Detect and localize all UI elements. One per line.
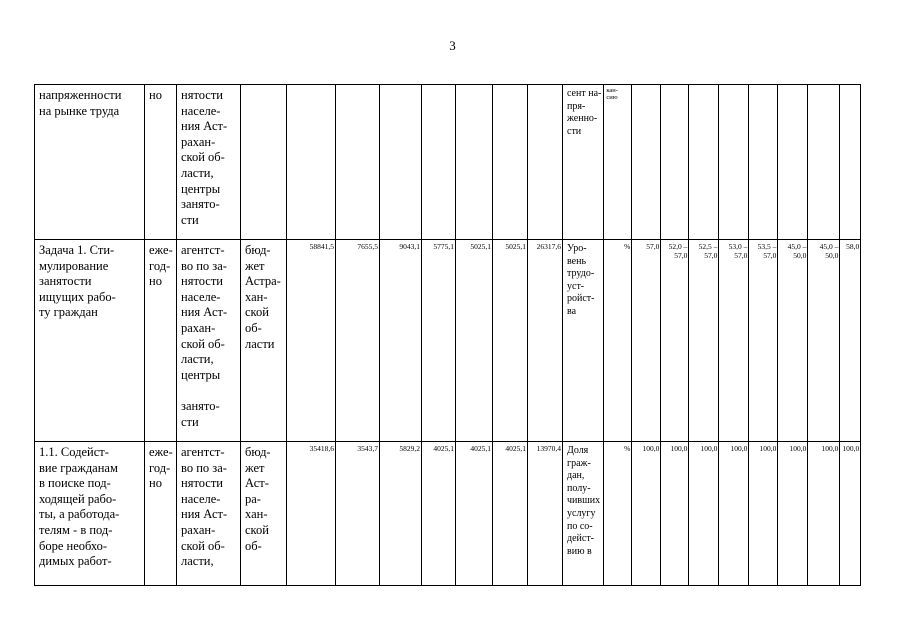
executor-cell: агентст- во по за- нятости населе- ния Аст- рахан- ской об- ласти, <box>177 442 241 586</box>
target-value-cell: 52,0 – 57,0 <box>661 240 689 442</box>
target-value-cell <box>778 85 808 240</box>
funding-value-cell: 4025,1 <box>422 442 456 586</box>
unit-cell: % <box>604 240 632 442</box>
indicator-cell: Доля граж- дан, полу- чивших услугу по со- дейст- вию в <box>563 442 604 586</box>
period-cell: еже- год- но <box>145 442 177 586</box>
target-value-cell <box>808 85 840 240</box>
period-cell: но <box>145 85 177 240</box>
target-value-cell: 45,0 – 50,0 <box>778 240 808 442</box>
funding-value-cell: 5025,1 <box>493 240 528 442</box>
funding-value-cell: 5025,1 <box>456 240 493 442</box>
table-row <box>35 85 861 240</box>
target-value-cell: 52,5 – 57,0 <box>689 240 719 442</box>
indicator-cell: Уро- вень трудо- уст- ройст- ва <box>563 240 604 442</box>
target-value-cell: 53,0 – 57,0 <box>719 240 749 442</box>
funding-source-cell <box>241 85 287 240</box>
funding-value-cell <box>336 85 380 240</box>
funding-value-cell <box>422 85 456 240</box>
unit-cell: кан- сию <box>604 85 632 240</box>
funding-value-cell: 58841,5 <box>287 240 336 442</box>
target-value-cell: 57,0 <box>632 240 661 442</box>
target-value-cell: 100,0 <box>632 442 661 586</box>
funding-value-cell: 5829,2 <box>380 442 422 586</box>
executor-cell: агентст- во по за- нятости населе- ния Аст- рахан- ской об- ласти, центры занято- сти <box>177 240 241 442</box>
target-value-cell: 100,0 <box>661 442 689 586</box>
funding-source-cell: бюд- жет Аст- ра- хан- ской об- <box>241 442 287 586</box>
funding-value-cell <box>380 85 422 240</box>
table-row <box>35 442 861 586</box>
target-value-cell <box>689 85 719 240</box>
period-cell: еже- год- но <box>145 240 177 442</box>
funding-value-cell: 3543,7 <box>336 442 380 586</box>
target-value-cell <box>661 85 689 240</box>
funding-value-cell: 4025,1 <box>493 442 528 586</box>
target-value-cell <box>719 85 749 240</box>
task-name-cell: 1.1. Содейст- вие гражданам в поиске под- ходящей рабо- ты, а работода- телям - в под- боре необхо- димых работ- <box>35 442 145 586</box>
funding-value-cell: 13970,4 <box>528 442 563 586</box>
funding-value-cell: 9043,1 <box>380 240 422 442</box>
task-name-cell: напряженности на рынке труда <box>35 85 145 240</box>
target-value-cell: 100,0 <box>778 442 808 586</box>
funding-value-cell: 5775,1 <box>422 240 456 442</box>
executor-cell: нятости населе- ния Аст- рахан- ской об- ласти, центры занято- сти <box>177 85 241 240</box>
funding-value-cell <box>456 85 493 240</box>
target-value-cell: 58,0 <box>840 240 861 442</box>
page-number: 3 <box>449 38 456 53</box>
target-value-cell: 100,0 <box>749 442 778 586</box>
target-value-cell: 100,0 <box>689 442 719 586</box>
unit-cell: % <box>604 442 632 586</box>
indicator-cell: сент на- пря- женно- сти <box>563 85 604 240</box>
task-name-cell: Задача 1. Сти- мулирование занятости ищущих рабо- ту граждан <box>35 240 145 442</box>
target-value-cell: 100,0 <box>808 442 840 586</box>
target-value-cell <box>632 85 661 240</box>
funding-value-cell <box>493 85 528 240</box>
funding-value-cell: 26317,6 <box>528 240 563 442</box>
funding-value-cell <box>528 85 563 240</box>
program-table <box>34 84 861 586</box>
target-value-cell: 53,5 – 57,0 <box>749 240 778 442</box>
funding-value-cell: 4025,1 <box>456 442 493 586</box>
funding-value-cell: 35418,6 <box>287 442 336 586</box>
table-row <box>35 240 861 442</box>
funding-value-cell <box>287 85 336 240</box>
target-value-cell <box>840 85 861 240</box>
target-value-cell: 45,0 – 50,0 <box>808 240 840 442</box>
target-value-cell: 100,0 <box>840 442 861 586</box>
funding-source-cell: бюд- жет Астра- хан- ской об- ласти <box>241 240 287 442</box>
target-value-cell <box>749 85 778 240</box>
target-value-cell: 100,0 <box>719 442 749 586</box>
funding-value-cell: 7655,5 <box>336 240 380 442</box>
